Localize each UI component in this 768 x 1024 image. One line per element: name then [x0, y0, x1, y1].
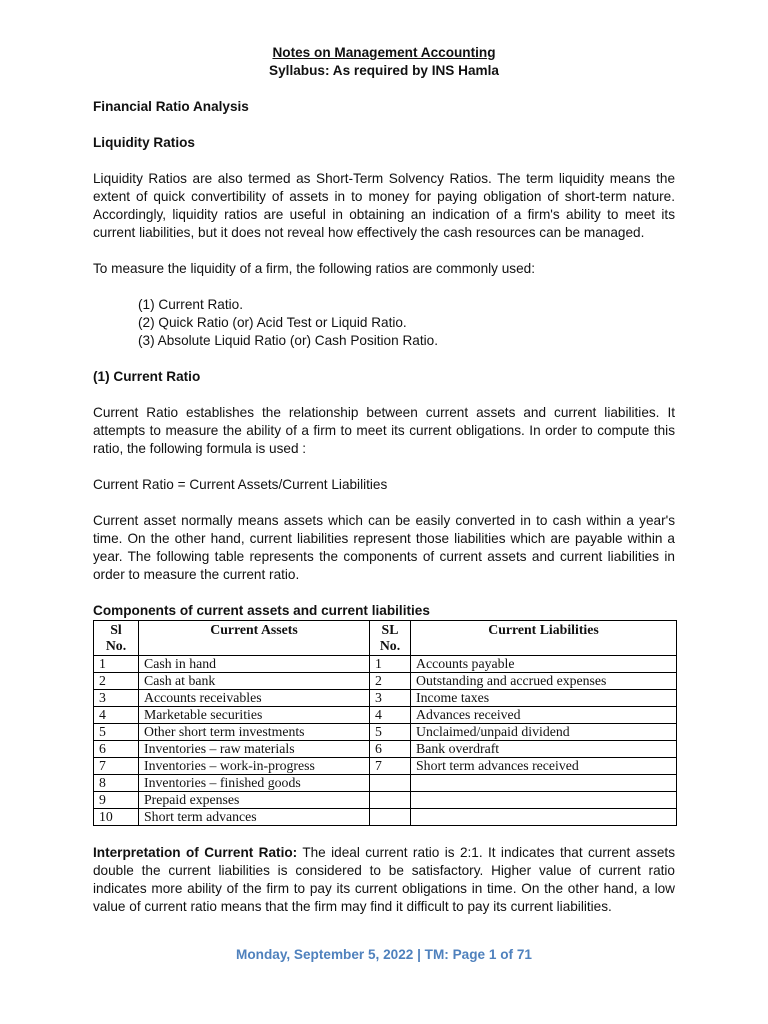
cell-sl-no-2 [370, 809, 411, 826]
current-ratio-heading: (1) Current Ratio [93, 369, 201, 384]
header-current-liabilities: Current Liabilities [411, 621, 677, 656]
cell-liability [411, 809, 677, 826]
ratio-list-item: (1) Current Ratio. [138, 297, 244, 312]
cell-sl-no: 2 [94, 673, 139, 690]
cell-sl-no: 6 [94, 741, 139, 758]
cell-asset: Inventories – raw materials [139, 741, 370, 758]
components-table [93, 620, 677, 826]
cell-sl-no-2: 1 [370, 656, 411, 673]
cell-sl-no-2: 3 [370, 690, 411, 707]
table-row [94, 673, 677, 690]
cell-sl-no: 5 [94, 724, 139, 741]
cell-asset: Cash in hand [139, 656, 370, 673]
table-row [94, 775, 677, 792]
cell-sl-no-2: 6 [370, 741, 411, 758]
cell-sl-no-2: 4 [370, 707, 411, 724]
cell-liability: Outstanding and accrued expenses [411, 673, 677, 690]
cell-sl-no-2: 2 [370, 673, 411, 690]
current-ratio-formula: Current Ratio = Current Assets/Current Liabilities [93, 477, 388, 492]
document-body [93, 44, 675, 916]
liquidity-measure: To measure the liquidity of a firm, the following ratios are commonly used: [93, 261, 535, 276]
cell-liability [411, 775, 677, 792]
cell-asset: Inventories – work-in-progress [139, 758, 370, 775]
table-caption: Components of current assets and current liabilities [93, 603, 430, 618]
cell-sl-no: 3 [94, 690, 139, 707]
cell-sl-no: 7 [94, 758, 139, 775]
table-header-row [94, 621, 677, 656]
cell-sl-no-2: 7 [370, 758, 411, 775]
current-ratio-para2: Current asset normally means assets which can be easily converted in to cash within a year's time. On the other hand, current liabilities represent those liabilities which are payable within a year. The following table represents the components of current assets and current liabilities in order to measure the current ratio. [93, 513, 675, 582]
table-row [94, 758, 677, 775]
cell-sl-no: 8 [94, 775, 139, 792]
header-sl-no-2: SL No. [370, 621, 411, 656]
ratio-list-item: (2) Quick Ratio (or) Acid Test or Liquid Ratio. [138, 315, 407, 330]
ratio-list [93, 296, 675, 350]
header-current-assets: Current Assets [139, 621, 370, 656]
cell-sl-no: 4 [94, 707, 139, 724]
document-subtitle: Syllabus: As required by INS Hamla [269, 63, 499, 78]
table-row [94, 741, 677, 758]
cell-sl-no: 1 [94, 656, 139, 673]
cell-asset: Other short term investments [139, 724, 370, 741]
cell-asset: Short term advances [139, 809, 370, 826]
cell-liability: Short term advances received [411, 758, 677, 775]
cell-liability: Bank overdraft [411, 741, 677, 758]
table-row [94, 792, 677, 809]
header-sl-no: Sl No. [94, 621, 139, 656]
table-row [94, 690, 677, 707]
cell-liability: Advances received [411, 707, 677, 724]
cell-sl-no-2 [370, 792, 411, 809]
cell-liability [411, 792, 677, 809]
interpretation-label: Interpretation of Current Ratio: [93, 845, 298, 860]
cell-sl-no: 10 [94, 809, 139, 826]
cell-sl-no-2: 5 [370, 724, 411, 741]
cell-asset: Prepaid expenses [139, 792, 370, 809]
cell-sl-no: 9 [94, 792, 139, 809]
ratio-list-item: (3) Absolute Liquid Ratio (or) Cash Position Ratio. [138, 333, 438, 348]
liquidity-intro: Liquidity Ratios are also termed as Short-Term Solvency Ratios. The term liquidity means the extent of quick convertibility of assets in to money for paying obligation of short-term nature. Accordingly, liquidity ratios are useful in obtaining an indication of a firm's ability to meet its current liabilities, but it does not reveal how effectively the cash resources can be managed. [93, 171, 675, 240]
cell-asset: Marketable securities [139, 707, 370, 724]
current-ratio-para1: Current Ratio establishes the relationship between current assets and current liabilities. It attempts to measure the ability of a firm to meet its current obligations. In order to compute this ratio, the following formula is used : [93, 405, 675, 456]
cell-asset: Inventories – finished goods [139, 775, 370, 792]
document-title: Notes on Management Accounting [272, 45, 496, 60]
section-title: Financial Ratio Analysis [93, 99, 249, 114]
cell-liability: Unclaimed/unpaid dividend [411, 724, 677, 741]
table-row [94, 707, 677, 724]
table-row [94, 656, 677, 673]
cell-asset: Cash at bank [139, 673, 370, 690]
cell-sl-no-2 [370, 775, 411, 792]
interpretation-paragraph [93, 844, 675, 916]
cell-asset: Accounts receivables [139, 690, 370, 707]
cell-liability: Accounts payable [411, 656, 677, 673]
table-row [94, 809, 677, 826]
table-row [94, 724, 677, 741]
interpretation-text: The ideal current ratio is 2:1. It indicates that current assets double the current liabilities is considered to be satisfactory. Higher value of current ratio indicates more ability of the firm to pay its current obligations in time. On the other hand, a low value of current ratio means that the firm may find it difficult to pay its current liabilities. [93, 845, 675, 914]
liquidity-heading: Liquidity Ratios [93, 135, 195, 150]
cell-liability: Income taxes [411, 690, 677, 707]
page-footer: Monday, September 5, 2022 | TM: Page 1 of 71 [236, 947, 532, 962]
